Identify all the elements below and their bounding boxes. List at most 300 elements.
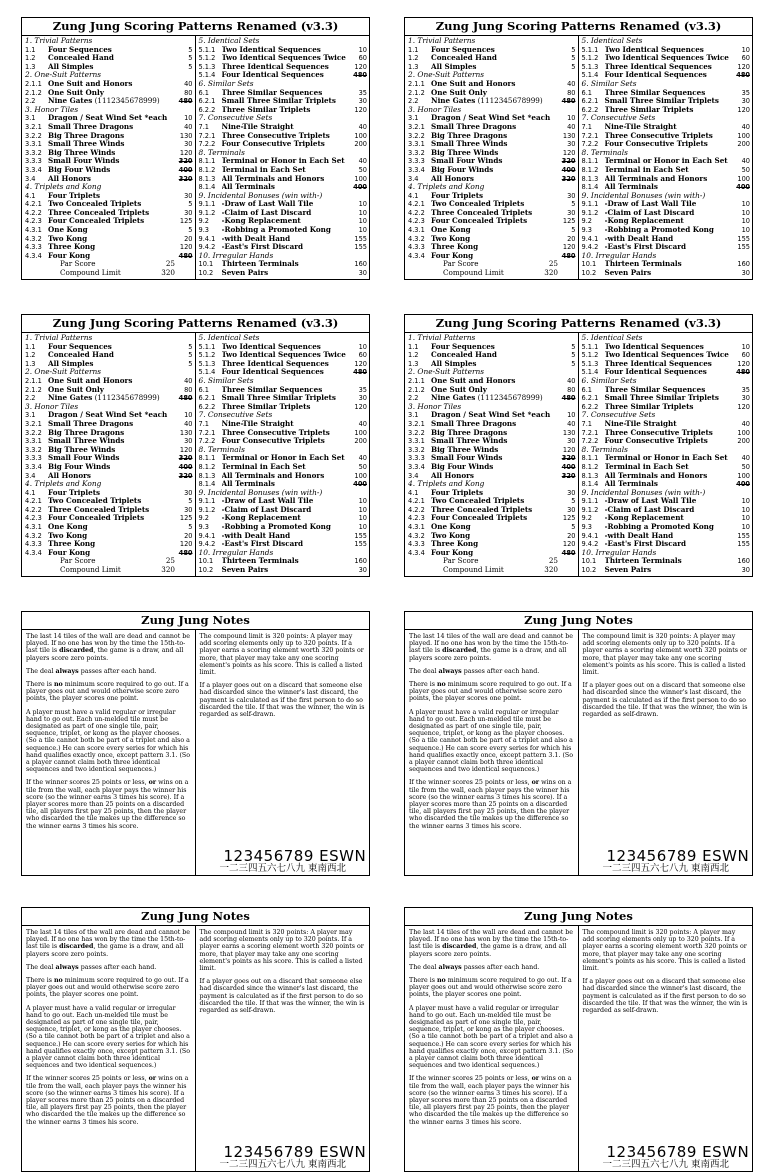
pattern-code: 8.1.4 [581, 480, 599, 489]
pattern-row [25, 532, 193, 541]
pattern-row [25, 132, 193, 141]
pattern-code: 2.2 [408, 394, 419, 403]
pattern-name-text: Big Three Winds [48, 148, 116, 157]
pattern-code: 2.2 [25, 394, 36, 403]
left-column [22, 36, 196, 280]
pattern-name-text: Three Kong [431, 540, 479, 549]
pattern-name [431, 166, 556, 175]
pattern-code: 5.1.2 [198, 54, 216, 63]
pattern-code: 7.1 [198, 419, 209, 428]
pattern-code: 1.1 [408, 342, 419, 351]
pattern-points: 30 [567, 505, 576, 514]
pattern-points: 160 [737, 260, 750, 269]
pattern-points: 120 [737, 105, 750, 114]
pattern-name-text: -Kong Replacement [221, 514, 301, 523]
pattern-points: 100 [737, 471, 750, 480]
pattern-name-text: All Terminals and Honors [604, 471, 708, 480]
pattern-name [605, 343, 731, 352]
pattern-name-text: Big Four Winds [48, 462, 111, 471]
pattern-name-text: Dragon / Seat Wind Set *each [431, 411, 551, 420]
pattern-tile-set: (1112345678999) [475, 97, 543, 106]
emphasis-text: or [148, 779, 157, 787]
pattern-name-text: Three Consecutive Triplets [604, 131, 713, 140]
notes-right-column [579, 630, 753, 876]
pattern-row [199, 394, 368, 403]
pattern-name-text: Three Concealed Triplets [48, 505, 150, 514]
scoring-columns [405, 36, 752, 280]
card-title: Zung Jung Scoring Patterns Renamed (v3.3) [405, 18, 752, 36]
summary-label: Compound Limit [443, 565, 504, 575]
emphasis-text: discarded [442, 647, 477, 655]
pattern-points: 320 [561, 174, 576, 183]
section-heading: 4. Triplets and Kong [408, 479, 485, 489]
pattern-points: 20 [184, 531, 193, 540]
pattern-name [605, 454, 731, 463]
tile-numbers-winds: 123456789 ESWN [606, 847, 750, 865]
pattern-name [431, 489, 556, 498]
pattern-name-text: -Claim of Last Discard [604, 208, 695, 217]
pattern-row [199, 89, 368, 98]
pattern-code: 8.1.4 [198, 183, 216, 192]
pattern-name-text: Three Concealed Triplets [431, 208, 533, 217]
pattern-code: 5.1.1 [581, 342, 599, 351]
section-heading: 8. Terminals [198, 147, 245, 157]
pattern-name [222, 497, 348, 506]
summary-label: Compound Limit [60, 268, 121, 278]
pattern-name-text: Nine Gates [431, 97, 476, 106]
summary-label: Par Score [60, 556, 96, 566]
summary-value: 320 [161, 268, 175, 278]
pattern-name-text: Three Similar Triplets [604, 105, 694, 114]
pattern-points: 10 [741, 523, 750, 532]
pattern-row [199, 54, 368, 63]
pattern-points: 200 [737, 437, 750, 446]
pattern-row [408, 200, 576, 209]
section-heading: 3. Honor Tiles [408, 104, 462, 114]
pattern-name-text: Three Identical Sequences [221, 359, 329, 368]
pattern-name [222, 89, 348, 98]
card-title: Zung Jung Notes [22, 612, 369, 630]
pattern-name [48, 489, 173, 498]
pattern-code: 7.2.2 [198, 140, 216, 149]
pattern-points: 30 [567, 208, 576, 217]
pattern-code: 10.1 [198, 260, 214, 269]
pattern-name-text: Four Consecutive Triplets [221, 437, 325, 446]
pattern-name [222, 46, 348, 55]
pattern-name-text: -Robbing a Promoted Kong [221, 226, 331, 235]
pattern-row [408, 429, 576, 438]
pattern-points: 30 [567, 191, 576, 200]
pattern-name-text: -Draw of Last Wall Tile [221, 200, 314, 209]
pattern-points: 40 [741, 122, 750, 131]
pattern-points: 10 [358, 523, 367, 532]
pattern-points: 100 [737, 428, 750, 437]
pattern-points: 400 [353, 183, 367, 192]
pattern-name-text: Thirteen Terminals [221, 260, 299, 269]
pattern-row [199, 429, 368, 438]
pattern-name [48, 437, 173, 446]
pattern-code: 4.2.2 [408, 505, 425, 514]
section-heading: 1. Trivial Patterns [408, 333, 476, 342]
pattern-row [25, 149, 193, 158]
pattern-name [431, 149, 556, 158]
summary-row [25, 269, 193, 278]
pattern-row [408, 217, 576, 226]
note-text: , the game is a draw, and all players score zero points. [409, 943, 567, 958]
pattern-points: 35 [741, 385, 750, 394]
pattern-points: 320 [178, 174, 193, 183]
pattern-name [431, 46, 556, 55]
summary-label: Par Score [443, 259, 479, 269]
note-paragraph [26, 929, 191, 958]
pattern-row [199, 497, 368, 506]
pattern-row [582, 157, 751, 166]
pattern-name [431, 226, 556, 235]
pattern-name-text: All Terminals and Honors [221, 471, 325, 480]
pattern-points: 40 [741, 157, 750, 166]
pattern-points: 120 [737, 359, 750, 368]
pattern-name-text: One Suit Only [431, 88, 487, 97]
pattern-name [605, 200, 731, 209]
pattern-row [582, 166, 751, 175]
section-heading: 6. Similar Sets [198, 78, 254, 88]
pattern-row [25, 123, 193, 132]
pattern-name-text: Two Kong [48, 234, 88, 243]
pattern-name-text: Four Concealed Triplets [431, 217, 528, 226]
pattern-name-text: Nine-Tile Straight [604, 419, 677, 428]
pattern-code: 4.2.3 [25, 217, 42, 226]
notes-left-column [22, 630, 196, 876]
pattern-code: 2.2 [25, 97, 36, 106]
pattern-points: 155 [737, 234, 750, 243]
pattern-code: 3.4 [25, 174, 36, 183]
pattern-points: 155 [737, 531, 750, 540]
pattern-name-text: All Terminals [604, 480, 658, 489]
pattern-code: 9.1.1 [581, 200, 599, 209]
pattern-tile-set: (1112345678999) [92, 97, 160, 106]
note-text: The deal [26, 667, 56, 675]
pattern-code: 8.1.4 [581, 183, 599, 192]
note-paragraph [409, 1005, 574, 1070]
pattern-name-text: Nine-Tile Straight [221, 122, 294, 131]
pattern-points: 30 [567, 488, 576, 497]
pattern-points: 60 [358, 54, 367, 63]
pattern-name-text: Two Identical Sequences [221, 342, 321, 351]
pattern-points: 40 [184, 122, 193, 131]
pattern-name-text: Four Consecutive Triplets [221, 140, 325, 149]
pattern-row [25, 523, 193, 532]
pattern-points: 20 [567, 234, 576, 243]
pattern-name [48, 166, 173, 175]
pattern-name-text: Four Sequences [48, 342, 112, 351]
note-paragraph [409, 1075, 574, 1125]
pattern-name-text: -East's First Discard [221, 540, 304, 549]
note-paragraph [26, 633, 191, 662]
pattern-row [582, 463, 751, 472]
pattern-name [431, 532, 556, 541]
pattern-name [48, 454, 173, 463]
pattern-name-text: Dragon / Seat Wind Set *each [48, 411, 168, 420]
pattern-name-text: Small Three Dragons [431, 122, 517, 131]
pattern-name-text: Four Kong [431, 251, 474, 260]
pattern-name-text: Small Four Winds [431, 454, 503, 463]
pattern-row [582, 200, 751, 209]
pattern-name [48, 377, 173, 386]
pattern-name-text: Small Three Winds [48, 437, 125, 446]
note-text: The last 14 tiles of the wall are dead and cannot be played. If no one has won by the time the 15th-to-last tile is [26, 929, 191, 951]
pattern-row [199, 63, 368, 72]
pattern-name-text: Four Concealed Triplets [48, 514, 145, 523]
pattern-code: 5.1.2 [198, 351, 216, 360]
pattern-code: 5.1.3 [581, 62, 599, 71]
pattern-name [48, 80, 173, 89]
pattern-name-text: Three Kong [48, 243, 96, 252]
section-heading: 9. Incidental Bonuses (win with-) [198, 190, 323, 200]
pattern-points: 60 [741, 54, 750, 63]
pattern-code: 8.1.3 [581, 471, 599, 480]
pattern-code: 1.2 [25, 351, 36, 360]
pattern-name-text: Three Similar Sequences [221, 385, 323, 394]
pattern-row [408, 540, 576, 549]
emphasis-text: always [438, 963, 462, 971]
pattern-name-text: Small Three Winds [431, 437, 508, 446]
pattern-name-text: Three Consecutive Triplets [221, 428, 330, 437]
pattern-name-text: -Draw of Last Wall Tile [604, 200, 697, 209]
pattern-row [408, 235, 576, 244]
pattern-code: 8.1.2 [198, 165, 216, 174]
pattern-row [408, 532, 576, 541]
note-text: passes after each hand. [461, 963, 540, 971]
note-paragraph [26, 964, 191, 971]
pattern-name-text: One Suit and Honors [431, 79, 516, 88]
pattern-name-text: Nine-Tile Straight [604, 122, 677, 131]
card-title: Zung Jung Scoring Patterns Renamed (v3.3) [22, 315, 369, 333]
note-text: , the game is a draw, and all players score zero points. [26, 943, 184, 958]
scoring-columns [22, 36, 369, 280]
pattern-row [199, 217, 368, 226]
pattern-row [25, 446, 193, 455]
note-text: The compound limit is 320 points: A player may add scoring elements only up to 320 points. If a player earns a scoring element worth 320 points or more, that player may take any one scoring element's points as his score. This is called a listed limit. [199, 633, 364, 677]
pattern-points: 30 [184, 488, 193, 497]
pattern-points: 320 [561, 471, 576, 480]
pattern-code: 3.2.1 [408, 122, 425, 131]
pattern-row [25, 454, 193, 463]
pattern-code: 6.2.2 [198, 402, 216, 411]
pattern-name-text: All Honors [431, 174, 474, 183]
pattern-row [408, 351, 576, 360]
pattern-points: 120 [179, 540, 193, 549]
pattern-name-text: Dragon / Seat Wind Set *each [431, 114, 551, 123]
right-column [579, 36, 753, 280]
pattern-points: 320 [178, 157, 193, 166]
pattern-name-text: All Honors [48, 471, 91, 480]
pattern-name-text: Two Identical Sequences Twice [604, 54, 729, 63]
pattern-name [48, 200, 173, 209]
pattern-name-text: Seven Pairs [221, 566, 269, 575]
pattern-name [431, 454, 556, 463]
pattern-name [431, 123, 556, 132]
card-title: Zung Jung Scoring Patterns Renamed (v3.3) [22, 18, 369, 36]
pattern-code: 6.2.2 [198, 105, 216, 114]
tile-chinese-characters: 一二三四五六七八九 東南西北 [602, 863, 730, 874]
section-heading: 3. Honor Tiles [25, 104, 79, 114]
pattern-code: 2.1.1 [408, 79, 425, 88]
pattern-name-text: Thirteen Terminals [604, 557, 682, 566]
pattern-name-text: Two Identical Sequences [604, 45, 704, 54]
pattern-code: 5.1.4 [198, 71, 216, 80]
pattern-name-text: Four Concealed Triplets [48, 217, 145, 226]
card-title: Zung Jung Notes [405, 612, 752, 630]
pattern-name [431, 192, 556, 201]
pattern-code: 4.2.3 [408, 514, 425, 523]
pattern-name-text: Three Identical Sequences [604, 359, 712, 368]
pattern-points: 200 [354, 140, 367, 149]
pattern-name [605, 89, 731, 98]
section-heading: 10. Irregular Hands [198, 547, 274, 557]
pattern-name [48, 532, 173, 541]
note-paragraph [200, 929, 366, 972]
pattern-name [431, 200, 556, 209]
pattern-row [582, 269, 751, 278]
pattern-points: 80 [184, 88, 193, 97]
pattern-row [408, 437, 576, 446]
pattern-row [408, 123, 576, 132]
pattern-name [48, 497, 173, 506]
pattern-points: 400 [736, 480, 750, 489]
note-text: A player must have a valid regular or irregular hand to go out. Each un-melded tile must be designated as part of one single tile, pair, sequence, triplet, or kong as the player chooses. (So a tile cannot both be part of a triplet and also a sequence.) He can score every series for which his hand qualifies exactly once, except pattern 3.1. (So a player cannot claim both three identical sequences and two identical sequences.) [26, 1004, 191, 1070]
score-card-1 [21, 17, 370, 280]
pattern-code: 6.1 [198, 385, 209, 394]
pattern-name-text: All Honors [431, 471, 474, 480]
pattern-row [25, 540, 193, 549]
pattern-points: 100 [354, 174, 367, 183]
note-text: wins on a tile from the wall, each player pays the winner his score (so the winner earns 3 times his score). If a player scores more than 25 points on a discarded tile, all players first pay 25 points, then the player who discarded the tile makes up the difference so the winner earns 3 times his score. [409, 779, 572, 830]
pattern-name-text: Terminal in Each Set [604, 462, 689, 471]
pattern-name [48, 192, 173, 201]
pattern-code: 9.4.2 [198, 540, 216, 549]
pattern-row [25, 411, 193, 420]
notes-right-column [196, 630, 370, 876]
pattern-tile-set: (1112345678999) [475, 394, 543, 403]
pattern-code: 8.1.3 [581, 174, 599, 183]
note-paragraph [409, 681, 574, 703]
pattern-name-text: Seven Pairs [221, 269, 269, 278]
section-heading: 1. Trivial Patterns [408, 36, 476, 45]
tile-chinese-characters: 一二三四五六七八九 東南西北 [602, 1159, 730, 1170]
section-heading: 7. Consecutive Sets [581, 410, 656, 420]
pattern-points: 5 [188, 54, 193, 63]
pattern-name-text: Two Kong [48, 531, 88, 540]
summary-label: Compound Limit [443, 268, 504, 278]
pattern-code: 4.3.2 [408, 531, 425, 540]
pattern-name-text: Small Three Dragons [48, 122, 134, 131]
pattern-points: 5 [188, 342, 193, 351]
pattern-name [431, 420, 556, 429]
pattern-name [48, 140, 173, 149]
pattern-points: 125 [562, 514, 576, 523]
pattern-code: 8.1.2 [198, 462, 216, 471]
pattern-name-text: -Kong Replacement [221, 217, 301, 226]
pattern-name [48, 235, 173, 244]
pattern-name-text: Small Three Winds [431, 140, 508, 149]
pattern-name-text: Three Identical Sequences [604, 62, 712, 71]
pattern-code: 4.3.3 [25, 540, 42, 549]
pattern-name-text: Four Consecutive Triplets [604, 140, 708, 149]
pattern-row [25, 514, 193, 523]
note-text: There is [26, 681, 54, 689]
pattern-name [605, 506, 731, 515]
pattern-code: 5.1.1 [198, 45, 216, 54]
pattern-points: 5 [571, 62, 576, 71]
pattern-name-text: Three Concealed Triplets [48, 208, 150, 217]
pattern-row [582, 394, 751, 403]
emphasis-text: always [55, 963, 79, 971]
note-paragraph [409, 929, 574, 958]
pattern-name [222, 523, 348, 532]
pattern-name-text: Four Consecutive Triplets [604, 437, 708, 446]
pattern-name-text: Two Concealed Triplets [48, 497, 142, 506]
pattern-row [408, 192, 576, 201]
note-paragraph [200, 633, 366, 676]
pattern-code: 7.2.2 [198, 437, 216, 446]
pattern-name-text: Four Identical Sequences [604, 368, 707, 377]
pattern-name-text: All Simples [48, 359, 94, 368]
pattern-points: 125 [562, 217, 576, 226]
pattern-name-text: Two Identical Sequences Twice [604, 351, 729, 360]
pattern-name [431, 89, 556, 98]
pattern-name-text: -Kong Replacement [604, 217, 684, 226]
section-heading: 6. Similar Sets [198, 375, 254, 385]
pattern-name [48, 514, 173, 523]
pattern-name-text: Four Triplets [431, 191, 484, 200]
pattern-code: 5.1.1 [581, 45, 599, 54]
pattern-code: 9.1.2 [198, 505, 216, 514]
pattern-points: 5 [571, 351, 576, 360]
pattern-points: 40 [567, 79, 576, 88]
pattern-points: 30 [184, 140, 193, 149]
pattern-code: 4.2.2 [25, 208, 42, 217]
pattern-name-text: One Suit Only [48, 88, 104, 97]
pattern-row [408, 454, 576, 463]
pattern-name [605, 514, 731, 523]
pattern-name-text: All Terminals [221, 480, 275, 489]
pattern-code: 9.4.2 [581, 243, 599, 252]
left-column [22, 333, 196, 577]
note-text: If the winner scores 25 points or less, [26, 1075, 149, 1083]
emphasis-text: always [438, 667, 462, 675]
pattern-name-text: Two Concealed Triplets [48, 200, 142, 209]
notes-right-column [196, 926, 370, 1172]
pattern-name-text: All Terminals and Honors [604, 174, 708, 183]
note-text: If the winner scores 25 points or less, [409, 779, 532, 787]
pattern-row [199, 420, 368, 429]
score-card-3 [21, 314, 370, 577]
pattern-row [199, 523, 368, 532]
pattern-name [222, 506, 348, 515]
left-column [405, 333, 579, 577]
pattern-name [605, 360, 731, 369]
pattern-points: 10 [567, 114, 576, 123]
pattern-name [605, 394, 731, 403]
pattern-code: 5.1.3 [198, 359, 216, 368]
pattern-code: 4.2.1 [408, 200, 425, 209]
pattern-name-text: Seven Pairs [604, 566, 652, 575]
pattern-points: 10 [741, 226, 750, 235]
pattern-code: 7.2.1 [581, 428, 599, 437]
pattern-code: 4.3.1 [25, 523, 42, 532]
pattern-name-text: One Suit and Honors [48, 376, 133, 385]
pattern-name [48, 446, 173, 455]
